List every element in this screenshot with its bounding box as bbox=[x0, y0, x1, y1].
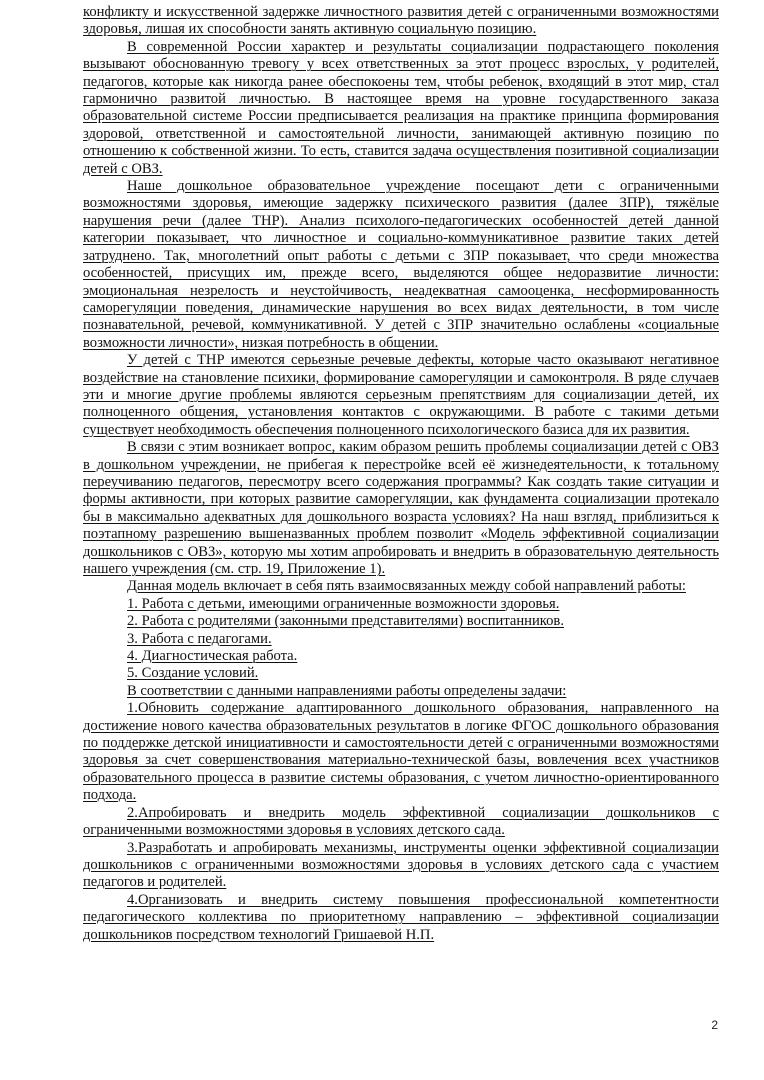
list-item-direction-1: 1. Работа с детьми, имеющими ограниченные возможности здоровья. bbox=[127, 595, 560, 612]
page-number: 2 bbox=[711, 1018, 718, 1032]
task-4: 4.Организовать и внедрить систему повышения профессиональной компетентности педагогического коллектива по приоритетному направлению – эффективной социализации дошкольников посредством технологий Гришаевой Н.П. bbox=[83, 891, 719, 943]
list-item-direction-4: 4. Диагностическая работа. bbox=[127, 648, 298, 665]
list-item-direction-3: 3. Работа с педагогами. bbox=[127, 630, 272, 647]
paragraph-tnr-children: У детей с ТНР имеются серьезные речевые дефекты, которые часто оказывают негативное воздействие на становление психики, формирование саморегуляции и самоконтроля. В ряде случаев эти и многие другие проблемы являются серьезным препятствиям для социализации детей, их полноценного общения, установления контактов с окружающими. В работе с такими детьми существует необходимость обеспечения полноценного психологического базиса для их развития. bbox=[83, 352, 719, 438]
tasks-intro: В соответствии с данными направлениями работы определены задачи: bbox=[127, 682, 567, 699]
list-item-direction-5: 5. Создание условий. bbox=[127, 665, 259, 682]
paragraph-socialization-context: В современной России характер и результаты социализации подрастающего поколения вызывают обоснованную тревогу у всех ответственных за этот процесс взрослых, у родителей, педагогов, которые как никогда ранее обеспокоены тем, чтобы ребенок, входящий в этот мир, стал гармонично развитой личностью. В настоящее время на уровне государственного заказа образовательной системе России предписывается реализация на практике принципа формирования здоровой, ответственной и самостоятельной личности, занимающей активную позицию по отношению к собственной жизни. То есть, ставится задача осуществления позитивной социализации детей с ОВЗ. bbox=[83, 38, 719, 177]
task-3: 3.Разработать и апробировать механизмы, инструменты оценки эффективной социализации дошкольников с ограниченными возможностями здоровья в условиях детского сада с участием педагогов и родителей. bbox=[83, 839, 719, 891]
paragraph-model-directions: Данная модель включает в себя пять взаимосвязанных между собой направлений работы: bbox=[127, 578, 686, 595]
task-2: 2.Апробировать и внедрить модель эффективной социализации дошкольников с ограниченными возможностями здоровья в условиях детского сада. bbox=[83, 804, 719, 839]
paragraph-zpr-children: Наше дошкольное образовательное учреждение посещают дети с ограниченными возможностями здоровья, имеющие задержку психического развития (далее ЗПР), тяжёлые нарушения речи (далее ТНР). Анализ психолого-педагогических особенностей детей данной категории показывает, что личностное и социально-коммуникативное развитие таких детей затруднено. Так, многолетний опыт работы с детьми с ЗПР показывает, что среди множества особенностей, присущих им, прежде всего, выделяются общее недоразвитие личности: эмоциональная незрелость и неустойчивость, неадекватная самооценка, несформированность саморегуляции поведения, динамические нарушения во всех видах деятельности, в том числе познавательной, речевой, коммуникативной. У детей с ЗПР значительно ослаблены «социальные возможности личности», низкая потребность в общении. bbox=[83, 178, 719, 351]
paragraph-problem-question: В связи с этим возникает вопрос, каким образом решить проблемы социализации детей с ОВЗ в дошкольном учреждении, не прибегая к перестройке всей её жизнедеятельности, к тотальному переучиванию педагогов, пересмотру всего содержания программы? Как создать такие ситуации и формы активности, при которых развитие саморегуляции, как фундамента социализации протекало бы в максимально адекватных для дошкольного возраста условиях? На наш взгляд, приблизиться к поэтапному разрешению вышеназванных проблем позволит «Модель эффективной социализации дошкольников с ОВЗ», которую мы хотим апробировать и внедрить в образовательную деятельность нашего учреждения (см. стр. 19, Приложение 1). bbox=[83, 439, 719, 577]
paragraph-intro-fragment: конфликту и искусственной задержке личностного развития детей с ограниченными возможностями здоровья, лишая их способности занять активную социальную позицию. bbox=[83, 4, 719, 38]
task-1: 1.Обновить содержание адаптированного дошкольного образования, направленного на достижение нового качества образовательных результатов в логике ФГОС дошкольного образования по поддержке детской инициативности и самостоятельности детей с ограниченными возможностями здоровья за счет совершенствования материально-технической базы, вовлечения всех участников образовательного процесса в развитие системы образования, с учетом личностно-ориентированного подхода. bbox=[83, 700, 719, 804]
document-page bbox=[83, 4, 719, 944]
list-item-direction-2: 2. Работа с родителями (законными представителями) воспитанников. bbox=[127, 613, 564, 630]
